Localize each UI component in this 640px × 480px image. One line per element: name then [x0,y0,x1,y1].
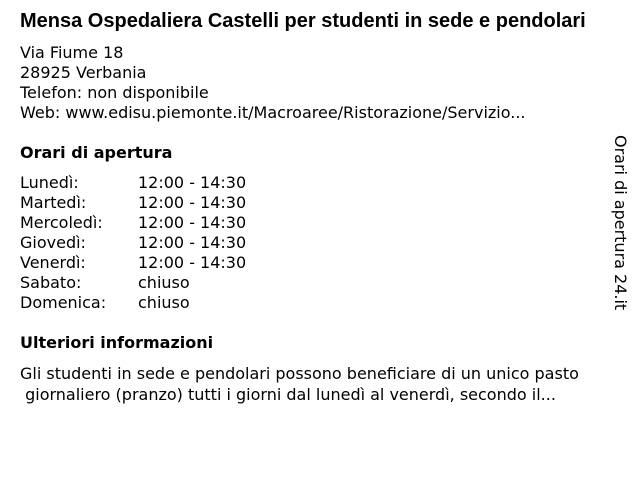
site-watermark: Orari di apertura 24.it [611,135,630,311]
day-label: Giovedì: [20,233,86,252]
time-value: 12:00 - 14:30 [138,213,247,232]
hours-row-tuesday [20,193,600,213]
page-content [20,10,600,405]
info-description [20,363,600,405]
page-title: Mensa Ospedaliera Castelli per studenti in sede e pendolari [20,10,586,32]
hours-heading: Orari di apertura [20,143,173,162]
day-label: Domenica: [20,293,107,312]
time-value: 12:00 - 14:30 [138,193,247,212]
time-value: 12:00 - 14:30 [138,173,247,192]
day-label: Mercoledì: [20,213,103,232]
info-heading: Ulteriori informazioni [20,333,214,352]
info-line: giornaliero (pranzo) tutti i giorni dal lunedì al venerdì, secondo il... [20,385,556,404]
hours-row-monday [20,173,600,193]
info-line: Gli studenti in sede e pendolari possono beneficiare di un unico pasto [20,364,579,383]
phone-info: Telefon: non disponibile [20,83,209,102]
time-value: 12:00 - 14:30 [138,253,247,272]
day-label: Venerdì: [20,253,86,272]
time-value: chiuso [138,293,190,312]
day-label: Lunedì: [20,173,79,192]
hours-row-friday [20,253,600,273]
watermark-container [610,135,636,313]
day-label: Sabato: [20,273,82,292]
hours-table [20,173,600,313]
time-value: 12:00 - 14:30 [138,233,247,252]
website-link[interactable]: Web: www.edisu.piemonte.it/Macroaree/Ristorazione/Servizio... [20,103,526,122]
hours-row-sunday [20,293,600,313]
address-city: 28925 Verbania [20,63,147,82]
hours-row-thursday [20,233,600,253]
address-block [20,43,600,123]
day-label: Martedì: [20,193,87,212]
hours-row-wednesday [20,213,600,233]
time-value: chiuso [138,273,190,292]
address-street: Via Fiume 18 [20,43,124,62]
hours-row-saturday [20,273,600,293]
